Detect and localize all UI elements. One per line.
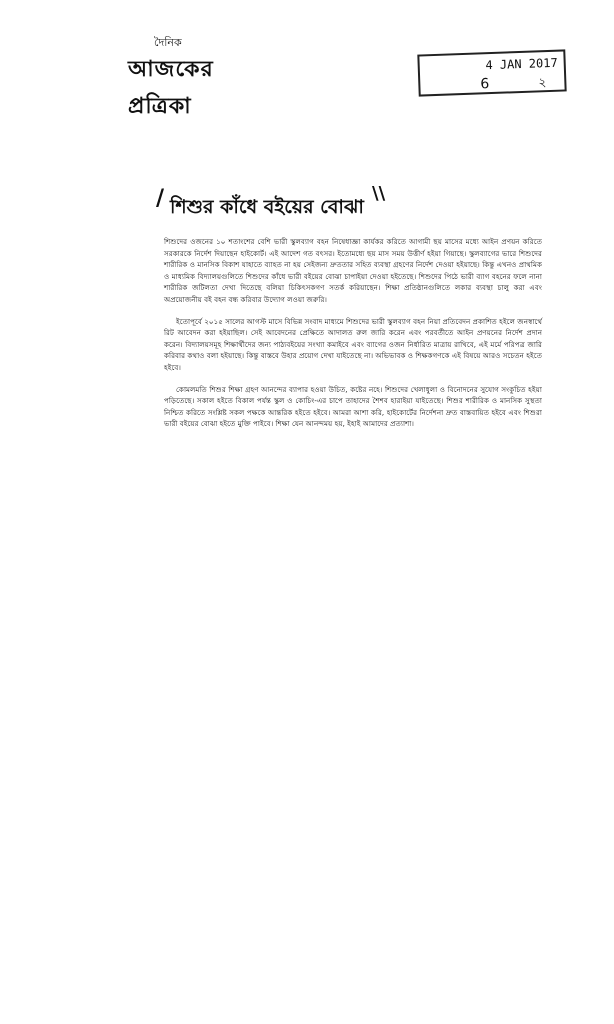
headline-open-mark: / (156, 185, 165, 211)
newspaper-masthead (110, 34, 250, 119)
stamp-number: 6 (480, 76, 490, 93)
stamp-date: 4 JAN 2017 (485, 55, 558, 73)
article-body (164, 236, 542, 440)
headline-title: শিশুর কাঁধে বইয়ের বোঝা (170, 196, 364, 218)
masthead-name: আজকের প্রত্রিকা (128, 56, 214, 119)
masthead-daily-label: দৈনিক (154, 36, 182, 49)
article-headline (156, 183, 430, 225)
headline-close-mark: \\ (372, 183, 386, 204)
article-paragraph: ইতোপূর্বে ২০১৫ সালের আগস্ট মাসে বিভিন্ন সংবাদ মাধ্যমে শিশুদের ভারী স্কুলব্যাগ বহন নিয়া প্রতিবেদন প্রকাশিত হইলে জনস্বার্থে রিট আবেদন করা হইয়াছিল। সেই আবেদনের প্রেক্ষিতে আদালত রুল জারি করেন এবং পরবর্তীতে আইন প্রণয়নের নির্দেশ প্রদান করেন। বিদ্যালয়সমূহ শিক্ষার্থীদের জন্য পাঠ্যবইয়ের সংখ্যা কমাইবে এবং ব্যাগের ওজন নির্ধারিত মাত্রায় রাখিবে, এই মর্মে পরিপত্র জারি করিবার কথাও বলা হইয়াছে। কিন্তু বাস্তবে উহার প্রয়োগ দেখা যাইতেছে না। অভিভাবক ও শিক্ষকগণকে এই বিষয়ে আরও সচেতন হইতে হইবে। (164, 316, 542, 372)
date-stamp (417, 49, 566, 96)
article-paragraph: শিশুদের ওজনের ১০ শতাংশের বেশি ভারী স্কুলব্যাগ বহন নিষেধাজ্ঞা কার্যকর করিতে আগামী ছয় মাসের মধ্যে আইন প্রণয়ন করিতে সরকারকে নির্দেশ দিয়াছেন হাইকোর্ট। এই আদেশ গত বৎসর। ইতোমধ্যে ছয় মাস সময় উত্তীর্ণ হইয়া গিয়াছে। স্কুলব্যাগের ভারে শিশুদের শারীরিক ও মানসিক বিকাশ যাহাতে ব্যাহত না হয় সেইজন্য দ্রুততার সহিত ব্যবস্থা গ্রহণের নির্দেশ দেওয়া হইয়াছে। কিন্তু এখনও প্রাথমিক ও মাধ্যমিক বিদ্যালয়গুলিতে শিশুদের কাঁধে ভারী বইয়ের বোঝা চাপাইয়া দেওয়া হইতেছে। শিশুদের পিঠে ভারী ব্যাগ বহনের ফলে নানা শারীরিক জটিলতা দেখা দিতেছে বলিয়া চিকিৎসকগণ সতর্ক করিয়াছেন। শিক্ষা প্রতিষ্ঠানগুলিতে লকার ব্যবস্থা চালু করা এবং অপ্রয়োজনীয় বই বহন বন্ধ করিবার উদ্যোগ লওয়া জরুরি। (164, 237, 542, 304)
stamp-mark: ২ (538, 75, 547, 90)
article-paragraph: কোমলমতি শিশুর শিক্ষা গ্রহণ আনন্দের ব্যাপার হওয়া উচিত, কষ্টের নহে। শিশুদের খেলাধুলা ও বিনোদনের সুযোগ সংকুচিত হইয়া পড়িতেছে। সকাল হইতে বিকাল পর্যন্ত স্কুল ও কোচিং-এর চাপে তাহাদের শৈশব হারাইয়া যাইতেছে। শিশুর শারীরিক ও মানসিক সুস্থতা নিশ্চিত করিতে সংশ্লিষ্ট সকল পক্ষকে আন্তরিক হইতে হইবে। আমরা আশা করি, হাইকোর্টের নির্দেশনা দ্রুত বাস্তবায়িত হইবে এবং শিশুরা ভারী বইয়ের বোঝা হইতে মুক্তি পাইবে। শিক্ষা যেন আনন্দময় হয়, ইহাই আমাদের প্রত্যাশা। (164, 384, 542, 429)
